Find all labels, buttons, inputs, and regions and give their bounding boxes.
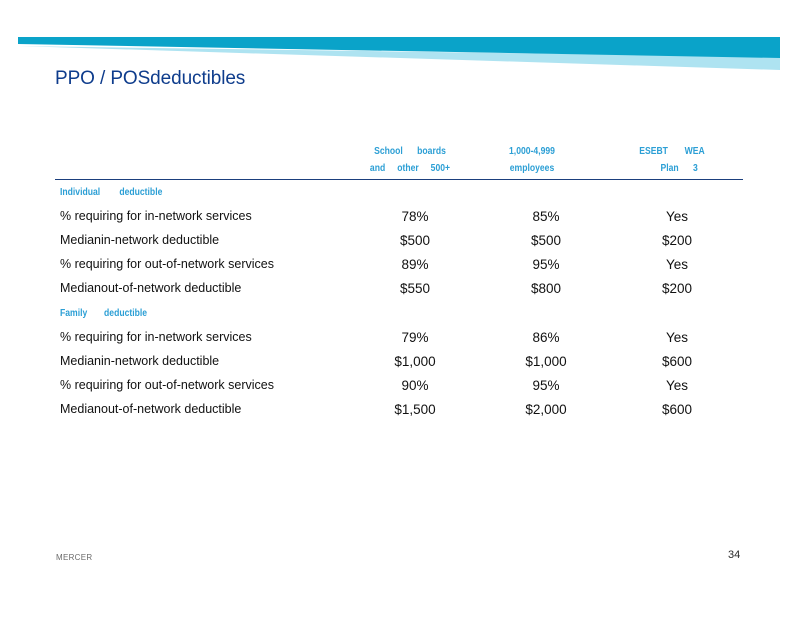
cell-school-boards: $500: [399, 233, 431, 248]
cell-school-boards: 90%: [401, 378, 429, 393]
section-title-family: Family deductible: [60, 307, 148, 319]
table-row: [0, 330, 800, 354]
cell-esebt-wea: $600: [661, 354, 693, 369]
table-row: [0, 281, 800, 305]
cell-employees: $500: [530, 233, 562, 248]
section-title-individual: Individual deductible: [60, 186, 163, 198]
column-header-school-boards: [357, 143, 464, 177]
table-row: [0, 402, 800, 426]
cell-school-boards: 89%: [401, 257, 429, 272]
cell-school-boards: 79%: [401, 330, 429, 345]
row-label: % requiring for in-network services: [60, 330, 252, 344]
row-label: Medianin-network deductible: [60, 354, 220, 368]
row-label: Medianout-of-network deductible: [60, 402, 242, 416]
cell-esebt-wea: $200: [661, 281, 693, 296]
cell-esebt-wea: Yes: [665, 257, 689, 272]
cell-esebt-wea: $600: [661, 402, 693, 417]
row-label: Medianout-of-network deductible: [60, 281, 242, 295]
row-label: % requiring for out-of-network services: [60, 378, 274, 392]
cell-employees: $1,000: [525, 354, 567, 369]
column-header-line2: and other 500+: [369, 162, 451, 174]
column-header-esebt-wea: [619, 143, 726, 177]
column-header-line1: ESEBT WEA: [639, 145, 705, 157]
cell-employees: $2,000: [525, 402, 567, 417]
row-label: % requiring for out-of-network services: [60, 257, 274, 271]
footer-brand: MERCER: [56, 553, 93, 562]
cell-school-boards: $1,000: [394, 354, 436, 369]
row-label: % requiring for in-network services: [60, 209, 252, 223]
cell-employees: 95%: [532, 257, 560, 272]
cell-school-boards: 78%: [401, 209, 429, 224]
table-row: [0, 233, 800, 257]
table-row: [0, 209, 800, 233]
cell-school-boards: $550: [399, 281, 431, 296]
row-label: Medianin-network deductible: [60, 233, 220, 247]
cell-employees: 85%: [532, 209, 560, 224]
table-row: [0, 354, 800, 378]
column-header-line2: Plan 3: [646, 162, 698, 174]
cell-school-boards: $1,500: [394, 402, 436, 417]
column-header-line2: employees: [509, 162, 555, 174]
column-header-line1: School boards: [374, 145, 446, 157]
cell-esebt-wea: Yes: [665, 209, 689, 224]
cell-employees: 86%: [532, 330, 560, 345]
page-title: PPO / POSdeductibles: [55, 68, 246, 89]
cell-employees: 95%: [532, 378, 560, 393]
page-number: 34: [728, 549, 741, 561]
cell-esebt-wea: Yes: [665, 378, 689, 393]
column-header-employees: [479, 143, 586, 177]
header-divider: [55, 179, 743, 180]
column-header-line1: 1,000-4,999: [509, 145, 555, 157]
table-row: [0, 257, 800, 281]
cell-employees: $800: [530, 281, 562, 296]
table-row: [0, 378, 800, 402]
cell-esebt-wea: Yes: [665, 330, 689, 345]
cell-esebt-wea: $200: [661, 233, 693, 248]
